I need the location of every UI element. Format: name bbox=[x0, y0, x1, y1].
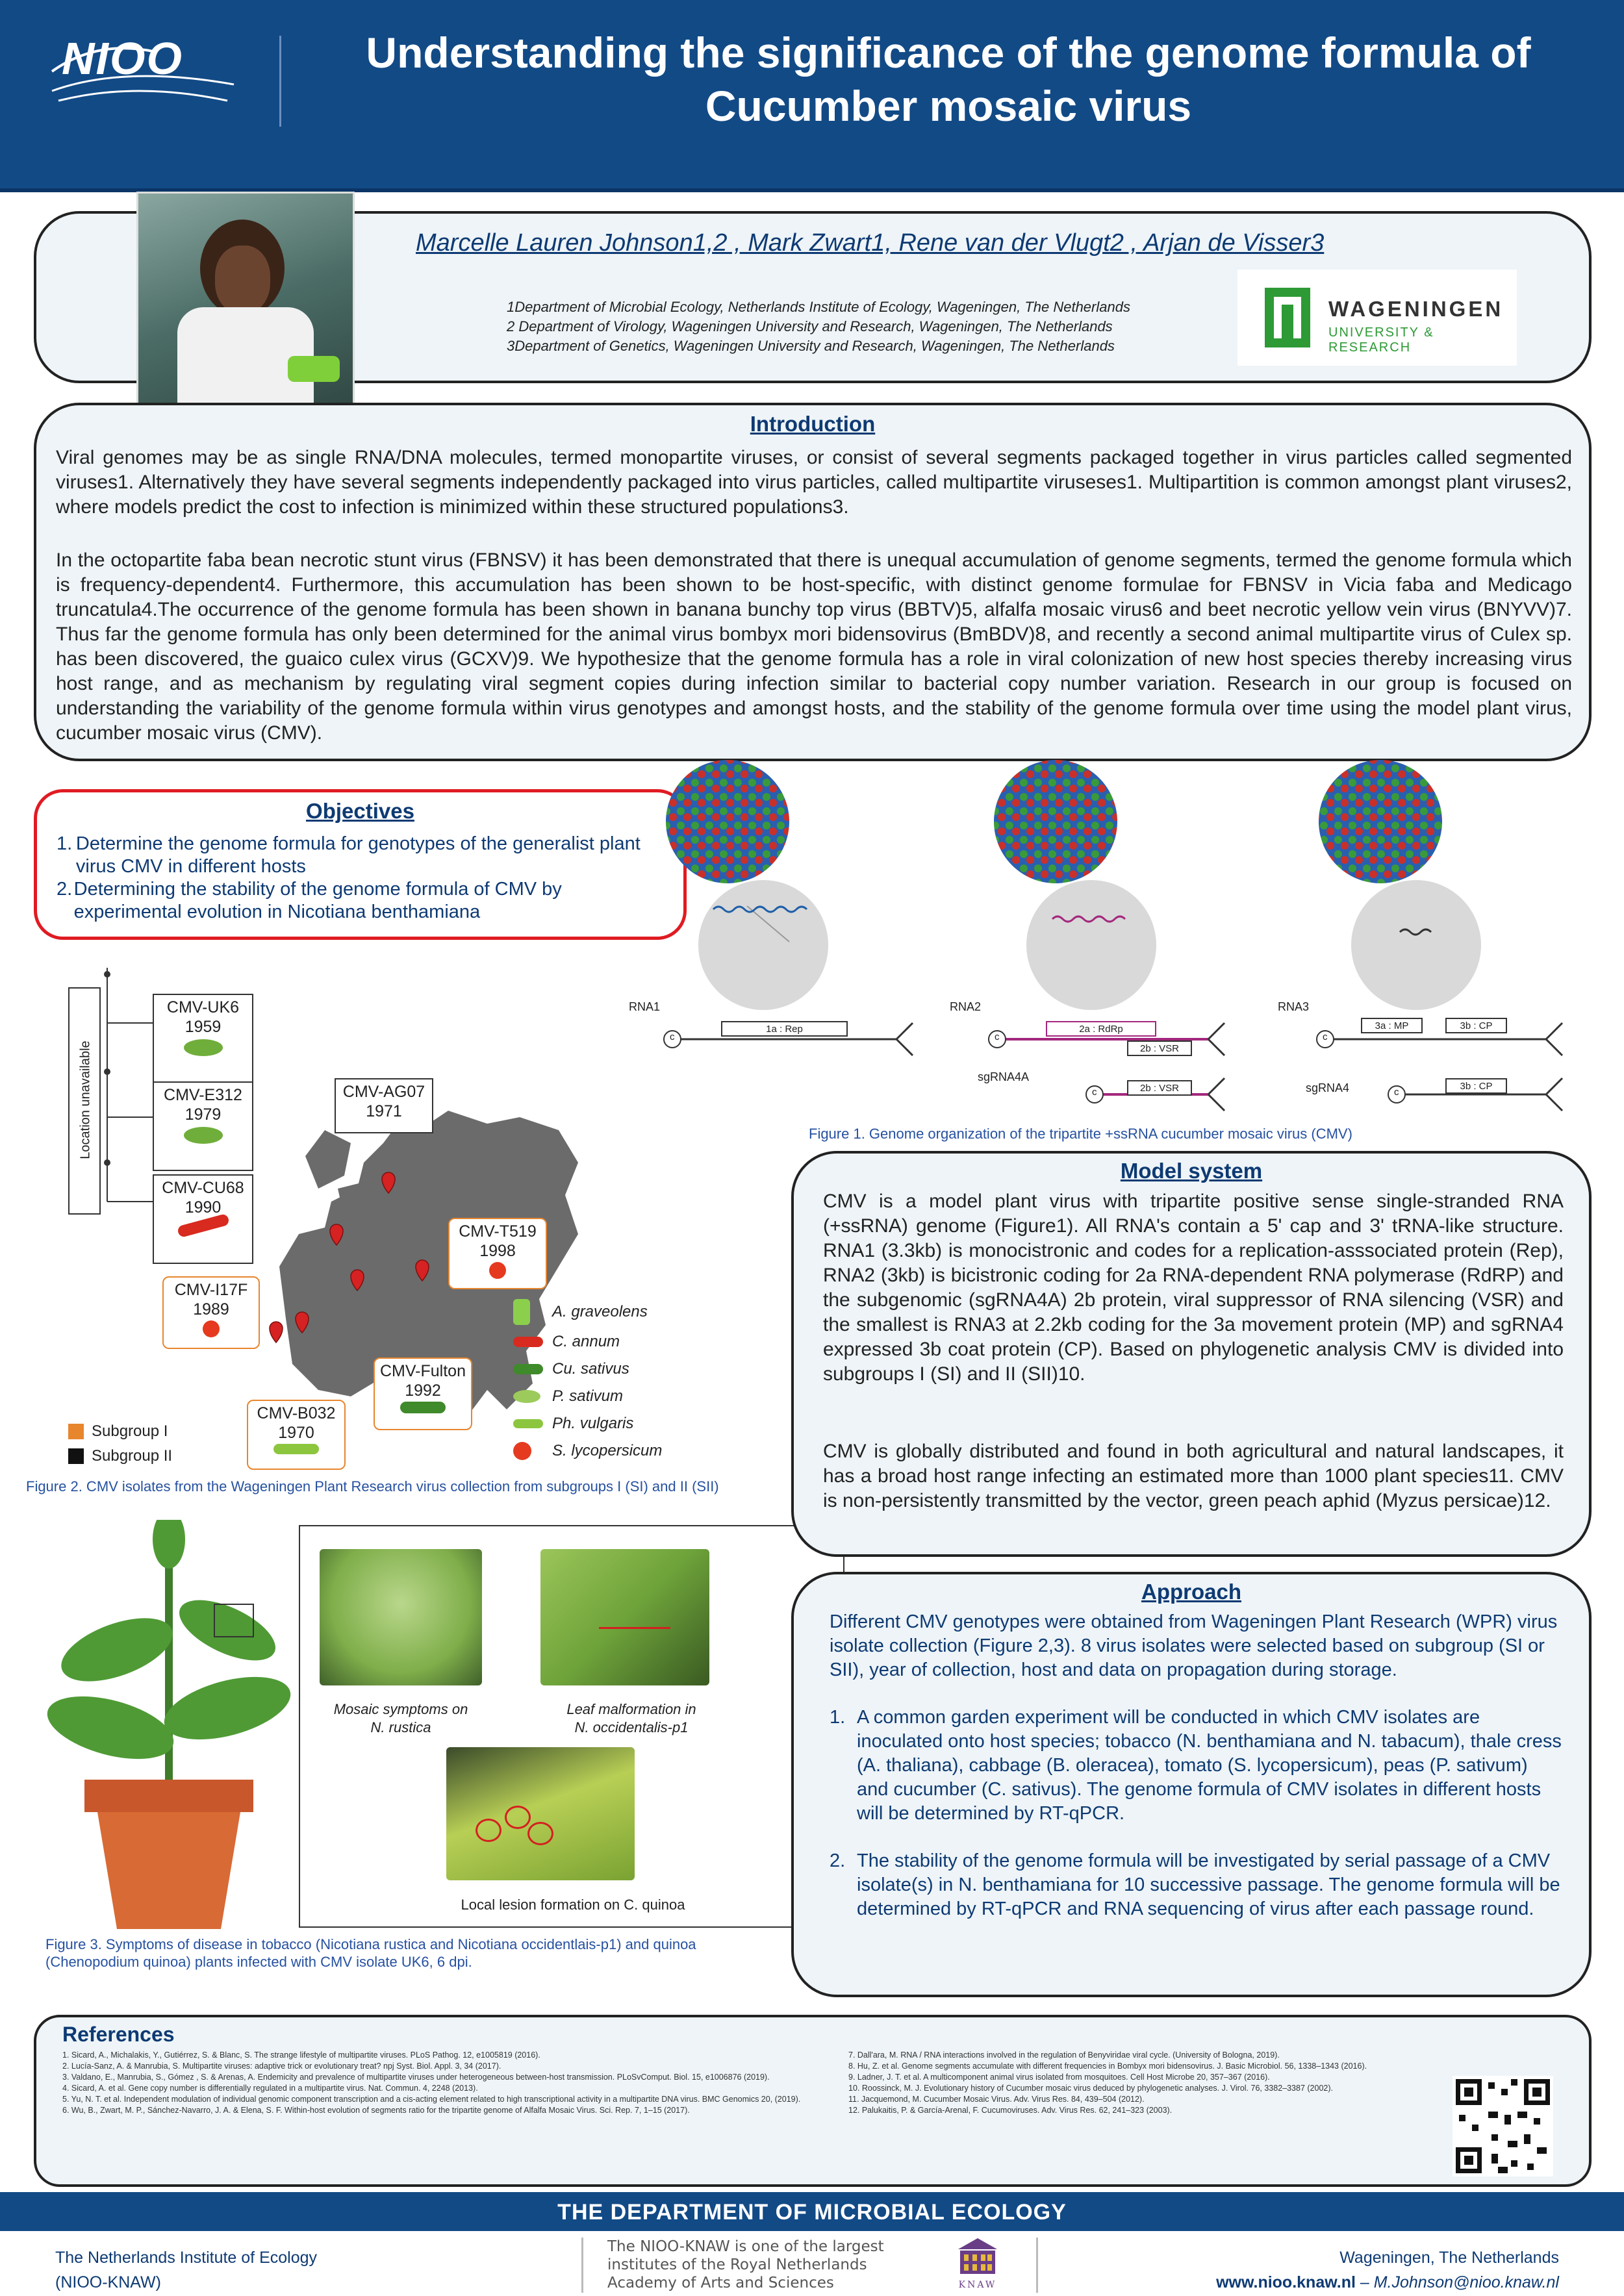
cap-icon: c bbox=[1394, 1087, 1399, 1098]
title-line-1: Understanding the significance of the genome formula of bbox=[366, 29, 1531, 77]
reference-item: 12. Palukaitis, P. & García-Arenal, F. Cucumoviruses. Adv. Virus Res. 62, 241–323 (2003). bbox=[848, 2106, 1173, 2115]
isolate-cmv-i17f: CMV-I17F 1989 bbox=[162, 1276, 260, 1349]
sgrna4a-label: sgRNA4A bbox=[978, 1070, 1030, 1083]
celery-icon bbox=[184, 1039, 223, 1056]
lesion-circle-icon bbox=[476, 1819, 501, 1842]
wur-logo-line2: UNIVERSITY & RESEARCH bbox=[1328, 325, 1434, 355]
wageningen-logo bbox=[1237, 270, 1517, 366]
affiliation-1: 1Department of Microbial Ecology, Netherlands Institute of Ecology, Wageningen, The Netherlands bbox=[507, 299, 1130, 315]
isolate-cmv-fulton: CMV-Fulton 1992 bbox=[374, 1357, 472, 1430]
references-left-column bbox=[62, 2050, 874, 2116]
model-system-paragraph-1: CMV is a model plant virus with tripartite positive sense single-stranded RNA (+ssRNA) genome (Figure1). All RNA's contain a 5' cap and 3' tRNA-like structure. RNA1 (3.3kb) is monocistronic and codes for a replication-asssociated protein (Rep), RNA2 (3kb) is bicistronic coding for 2a RNA-dependent RNA polymerase (RdRP) and the subgenomic (sgRNA4A) 2b protein, viral suppressor of RNA silencing (VSR) and the smallest is RNA3 at 2.2kb coding for the 3a movement protein (MP) and sgRNA4 expressed 3b coat protein (CP). Based on phylogenetic analysis CMV is divided into subgroups I (SI) and II (SII)10. bbox=[823, 1191, 1564, 1385]
model-system-box bbox=[791, 1151, 1592, 1557]
sgrna4-label: sgRNA4 bbox=[1306, 1081, 1350, 1094]
reference-item: 7. Dall'ara, M. RNA / RNA interactions involved in the regulation of Benyviridae viral cycle. (University of Bologna, 2019). bbox=[848, 2050, 1280, 2060]
host-legend-item: C. annum bbox=[513, 1328, 708, 1356]
segment-cp: 3b : CP bbox=[1445, 1018, 1507, 1033]
reference-item: 8. Hu, Z. et al. Genome segments accumulate with different frequencies in Bombyx mori bidensovirus. J. Basic Microbiol. 56, 1338–1343 (2016). bbox=[848, 2062, 1367, 2071]
isolate-cmv-t519: CMV-T519 1998 bbox=[448, 1218, 547, 1289]
local-lesion-label: Local lesion formation on C. quinoa bbox=[461, 1897, 685, 1913]
qr-code-icon[interactable] bbox=[1453, 2076, 1553, 2176]
reference-item: 6. Wu, B., Zwart, M. P., Sánchez-Navarro, J. A. & Elena, S. F. Within-host evolution of segments ratio for the tripartite genome of Alfalfa Mosaic Virus. Sci. Rep. 7, 1–15 (2017). bbox=[62, 2106, 690, 2115]
nioo-logo: NIOO bbox=[62, 33, 183, 84]
footer-divider bbox=[581, 2238, 583, 2293]
cap-icon: c bbox=[670, 1031, 675, 1042]
rna3-label: RNA3 bbox=[1278, 1000, 1310, 1013]
knaw-logo: KNAW bbox=[955, 2236, 1000, 2291]
header-divider bbox=[279, 36, 281, 127]
isolate-cmv-cu68: CMV-CU68 1990 bbox=[153, 1174, 253, 1264]
references-right-column bbox=[848, 2050, 1433, 2116]
footer-institute: The Netherlands Institute of Ecology (NIOO-KNAW) bbox=[55, 2249, 318, 2291]
celery-icon bbox=[513, 1299, 530, 1325]
footer-website-link[interactable]: www.nioo.knaw.nl bbox=[1216, 2273, 1356, 2291]
affiliation-3: 3Department of Genetics, Wageningen University and Research, Wageningen, The Netherlands bbox=[507, 338, 1115, 354]
tomato-icon bbox=[489, 1262, 506, 1279]
host-legend-item: Cu. sativus bbox=[513, 1356, 708, 1383]
rna2-label: RNA2 bbox=[950, 1000, 982, 1013]
department-name: THE DEPARTMENT OF MICROBIAL ECOLOGY bbox=[557, 2200, 1067, 2225]
subgroup-legend bbox=[68, 1419, 172, 1469]
segment-rdrp: 2a : RdRp bbox=[1046, 1021, 1156, 1037]
introduction-title: Introduction bbox=[750, 412, 876, 436]
cucumber-icon bbox=[400, 1402, 446, 1413]
isolate-cmv-ag07: CMV-AG07 1971 bbox=[335, 1078, 433, 1133]
lesion-circle-icon bbox=[505, 1806, 531, 1829]
footer bbox=[0, 2231, 1624, 2296]
lesion-circle-icon bbox=[527, 1822, 553, 1845]
subgroup-legend-item: Subgroup I bbox=[68, 1419, 172, 1444]
approach-box bbox=[791, 1572, 1592, 1997]
host-legend-item: A. graveolens bbox=[513, 1296, 708, 1328]
location-unavailable-box bbox=[68, 987, 101, 1215]
isolate-cmv-e312: CMV-E312 1979 bbox=[153, 1081, 253, 1171]
celery-icon bbox=[184, 1127, 223, 1144]
segment-rep: 1a : Rep bbox=[721, 1021, 848, 1037]
author-photo bbox=[136, 192, 355, 420]
reference-item: 3. Valdano, E., Manrubia, S., Gómez , S. & Arenas, A. Endemicity and prevalence of multipartite viruses under heterogeneous between-host transmission. PLoSvComput. Biol. 15, e1006876 (2019). bbox=[62, 2073, 770, 2082]
affiliations bbox=[507, 297, 1130, 356]
approach-item-2: 2. The stability of the genome formula will be investigated by serial passage of a CMV isolate(s) in N. benthamiana for 10 successive passage. The genome formula will be determined by RT-qPCR and RNA sequencing of virus after each passage round. bbox=[830, 1850, 1560, 1919]
approach-intro: Different CMV genotypes were obtained from Wageningen Plant Research (WPR) virus isolate collection (Figure 2,3). 8 virus isolates were selected based on subgroup (SI or SII), year of collection, host and data on propagation during storage. bbox=[830, 1611, 1558, 1680]
segment-mp: 3a : MP bbox=[1361, 1018, 1423, 1033]
objectives-title: Objectives bbox=[306, 799, 414, 823]
reference-item: 4. Sicard, A. et al. Gene copy number is differentially regulated in a multipartite virus. Nat. Commun. 4, 2248 (2013). bbox=[62, 2084, 478, 2093]
segment-vsr-sg: 2b : VSR bbox=[1127, 1080, 1192, 1096]
tomato-icon bbox=[203, 1320, 220, 1337]
symptoms-panel bbox=[299, 1525, 844, 1928]
footer-knaw-text: The NIOO-KNAW is one of the largest institutes of the Royal Netherlands Academy of Arts and Sciences bbox=[607, 2238, 884, 2291]
segment-vsr: 2b : VSR bbox=[1127, 1041, 1192, 1056]
approach-content bbox=[830, 1610, 1564, 1921]
objectives-list bbox=[57, 833, 674, 924]
introduction-paragraph-1: Viral genomes may be as single RNA/DNA molecules, termed monopartite viruses, or consist of several segments packaged together in virus particles called segmented viruses1. Alternatively they have several segments independently packaged into virus particles, called multipartite viruseses1. Multipartition is common amongst plant viruses2, where models predict the cost to infection is minimized within these structured populations3. bbox=[56, 447, 1572, 518]
mosaic-symptom-label: Mosaic symptoms on N. rustica bbox=[333, 1701, 468, 1735]
figure3-caption: Figure 3. Symptoms of disease in tobacco (Nicotiana rustica and Nicotiana occidentlais-p1) and quinoa (Chenopodium quinoa) plants infected with CMV isolate UK6, 6 dpi. bbox=[45, 1936, 696, 1970]
pea-leaf-icon bbox=[513, 1390, 540, 1403]
red-arrow-icon bbox=[599, 1627, 670, 1629]
reference-item: 1. Sicard, A., Michalakis, Y., Gutiérrez, S. & Blanc, S. The strange lifestyle of multipartite viruses. PLoS Pathog. 12, e1005819 (2016). bbox=[62, 2050, 540, 2060]
host-legend-item: Ph. vulgaris bbox=[513, 1410, 708, 1437]
virus-particle-rna1 bbox=[666, 760, 828, 1010]
mosaic-symptom-photo bbox=[320, 1549, 482, 1685]
host-legend-item: S. lycopersicum bbox=[513, 1437, 708, 1465]
approach-title: Approach bbox=[1141, 1580, 1241, 1604]
local-lesion-photo bbox=[446, 1747, 635, 1880]
pea-pod-icon bbox=[273, 1444, 319, 1454]
isolate-cmv-b032: CMV-B032 1970 bbox=[247, 1400, 346, 1470]
black-square-icon bbox=[68, 1448, 84, 1464]
virus-particle-rna3 bbox=[1319, 760, 1481, 1010]
knaw-building-icon bbox=[955, 2236, 1000, 2277]
plant-illustration bbox=[39, 1520, 299, 1936]
virus-particle-rna2 bbox=[994, 760, 1156, 1010]
figure1-caption: Figure 1. Genome organization of the tripartite +ssRNA cucumber mosaic virus (CMV) bbox=[809, 1126, 1352, 1142]
reference-item: 2. Lucía-Sanz, A. & Manrubia, S. Multipartite viruses: adaptive trick or evolutionary treat? npj Syst. Biol. Appl. 3, 34 (2017). bbox=[62, 2062, 501, 2071]
introduction-paragraph-2: In the octopartite faba bean necrotic stunt virus (FBNSV) it has been demonstrated that there is unequal accumulation of genome segments, termed the genome formula which is frequency-dependent4. Furthermore, this accumulation has been shown to be host-specific, with distinct genome formulae for FBNSV in Vicia faba and Medicago truncatula4.The occurrence of the genome formula has been shown in banana bunchy top virus (BBTV)5, alfalfa mosaic virus6 and beet necrotic yellow vein virus (BNYVV)7. Thus far the genome formula has only been determined for the animal virus bombyx mori bidensovirus (BmBDV)8, and recently a second animal multipartite virus of Culex sp. has been discovered, the guaico culex virus (GCXV)9. We hypothesize that the genome formula has a role in viral colonization of new host species thereby increasing virus host range, and as mechanism by regulating viral segment copies during infection similar to bacterial copy number variation. Research in our group is focused on understanding the variability of the genome formula within virus genotypes and amongst hosts, and the stability of the genome formula over time using the model plant virus, cucumber mosaic virus (CMV). bbox=[56, 549, 1572, 744]
title-line-2: Cucumber mosaic virus bbox=[705, 82, 1192, 130]
reference-item: 10. Roossinck, M. J. Evolutionary history of Cucumber mosaic virus deduced by phylogenetic analyses. J. Virol. 76, 3382–3387 (2002). bbox=[848, 2084, 1333, 2093]
reference-item: 11. Jacquemond, M. Cucumber Mosaic Virus. Adv. Virus Res. 84, 439–504 (2012). bbox=[848, 2095, 1145, 2104]
footer-email-link[interactable]: M.Johnson@nioo.knaw.nl bbox=[1373, 2273, 1559, 2291]
model-system-paragraph-2: CMV is globally distributed and found in both agricultural and natural landscapes, it has a broad host range infecting an estimated more than 1000 plant species11. CMV is non-persistently transmitted by the vector, green peach aphid (Myzus persicae)12. bbox=[823, 1441, 1564, 1511]
figure2-caption: Figure 2. CMV isolates from the Wageningen Plant Research virus collection from subgroups I (SI) and II (SII) bbox=[26, 1478, 719, 1495]
host-legend bbox=[513, 1296, 708, 1465]
objectives-box bbox=[34, 789, 687, 940]
cap-icon: c bbox=[995, 1031, 1000, 1042]
reference-item: 9. Ladner, J. T. et al. A multicomponent animal virus isolated from mosquitoes. Cell Host Microbe 20, 357–367 (2016). bbox=[848, 2073, 1270, 2082]
isolate-cmv-uk6: CMV-UK6 1959 bbox=[153, 994, 253, 1083]
cucumber-icon bbox=[513, 1364, 543, 1374]
wur-logo-icon bbox=[1265, 288, 1310, 347]
leaf-malformation-photo bbox=[540, 1549, 709, 1685]
reference-item: 5. Yu, N. T. et al. Independent modulation of individual genomic component transcription and a cis-acting element related to high transcriptional activity in a multipartite DNA virus. BMC Genomics 20, (2019). bbox=[62, 2095, 801, 2104]
footer-contact: Wageningen, The Netherlands www.nioo.knaw.nl – M.Johnson@nioo.knaw.nl bbox=[1216, 2249, 1559, 2291]
poster-header bbox=[0, 0, 1624, 192]
leaf-malformation-label: Leaf malformation in N. occidentalis-p1 bbox=[566, 1701, 696, 1735]
chili-pepper-icon bbox=[513, 1337, 543, 1347]
poster-title bbox=[305, 26, 1592, 132]
objective-item: 2. Determining the stability of the genome formula of CMV by experimental evolution in Nicotiana benthamiana bbox=[57, 879, 562, 922]
location-unavailable-label: Location unavailable bbox=[78, 1041, 93, 1159]
tomato-icon bbox=[513, 1442, 531, 1460]
pea-pod-icon bbox=[513, 1419, 543, 1428]
introduction-box bbox=[34, 403, 1592, 761]
subgroup-legend-item: Subgroup II bbox=[68, 1444, 172, 1469]
department-banner bbox=[0, 2192, 1624, 2231]
cap-icon: c bbox=[1323, 1031, 1328, 1042]
model-system-title: Model system bbox=[1120, 1159, 1263, 1183]
orange-square-icon bbox=[68, 1424, 84, 1439]
objective-item: 1. Determine the genome formula for genotypes of the generalist plant virus CMV in different hosts bbox=[57, 833, 641, 877]
cap-icon: c bbox=[1092, 1087, 1097, 1098]
affiliation-2: 2 Department of Virology, Wageningen University and Research, Wageningen, The Netherlands bbox=[507, 318, 1113, 334]
approach-item-1: 1. A common garden experiment will be conducted in which CMV isolates are inoculated onto host species; tobacco (N. benthamiana and N. tabacum), thale cress (A. thaliana), cabbage (B. oleracea), tomato (S. lycopersicum), peas (P. sativum) and cucumber (C. sativus). The genome formula of CMV isolates in different hosts will be determined by RT-qPCR. bbox=[830, 1707, 1562, 1824]
host-legend-item: P. sativum bbox=[513, 1383, 708, 1410]
references-box bbox=[34, 2015, 1592, 2187]
footer-divider bbox=[1036, 2238, 1038, 2293]
author-names: Marcelle Lauren Johnson1,2 , Mark Zwart1, Rene van der Vlugt2 , Arjan de Visser3 bbox=[416, 229, 1325, 257]
wur-logo-line1: WAGENINGEN bbox=[1328, 297, 1504, 321]
virus-particles-illustration bbox=[663, 750, 1605, 1010]
segment-cp-sg: 3b : CP bbox=[1445, 1078, 1507, 1094]
references-title: References bbox=[62, 2023, 175, 2046]
rna1-label: RNA1 bbox=[629, 1000, 661, 1013]
